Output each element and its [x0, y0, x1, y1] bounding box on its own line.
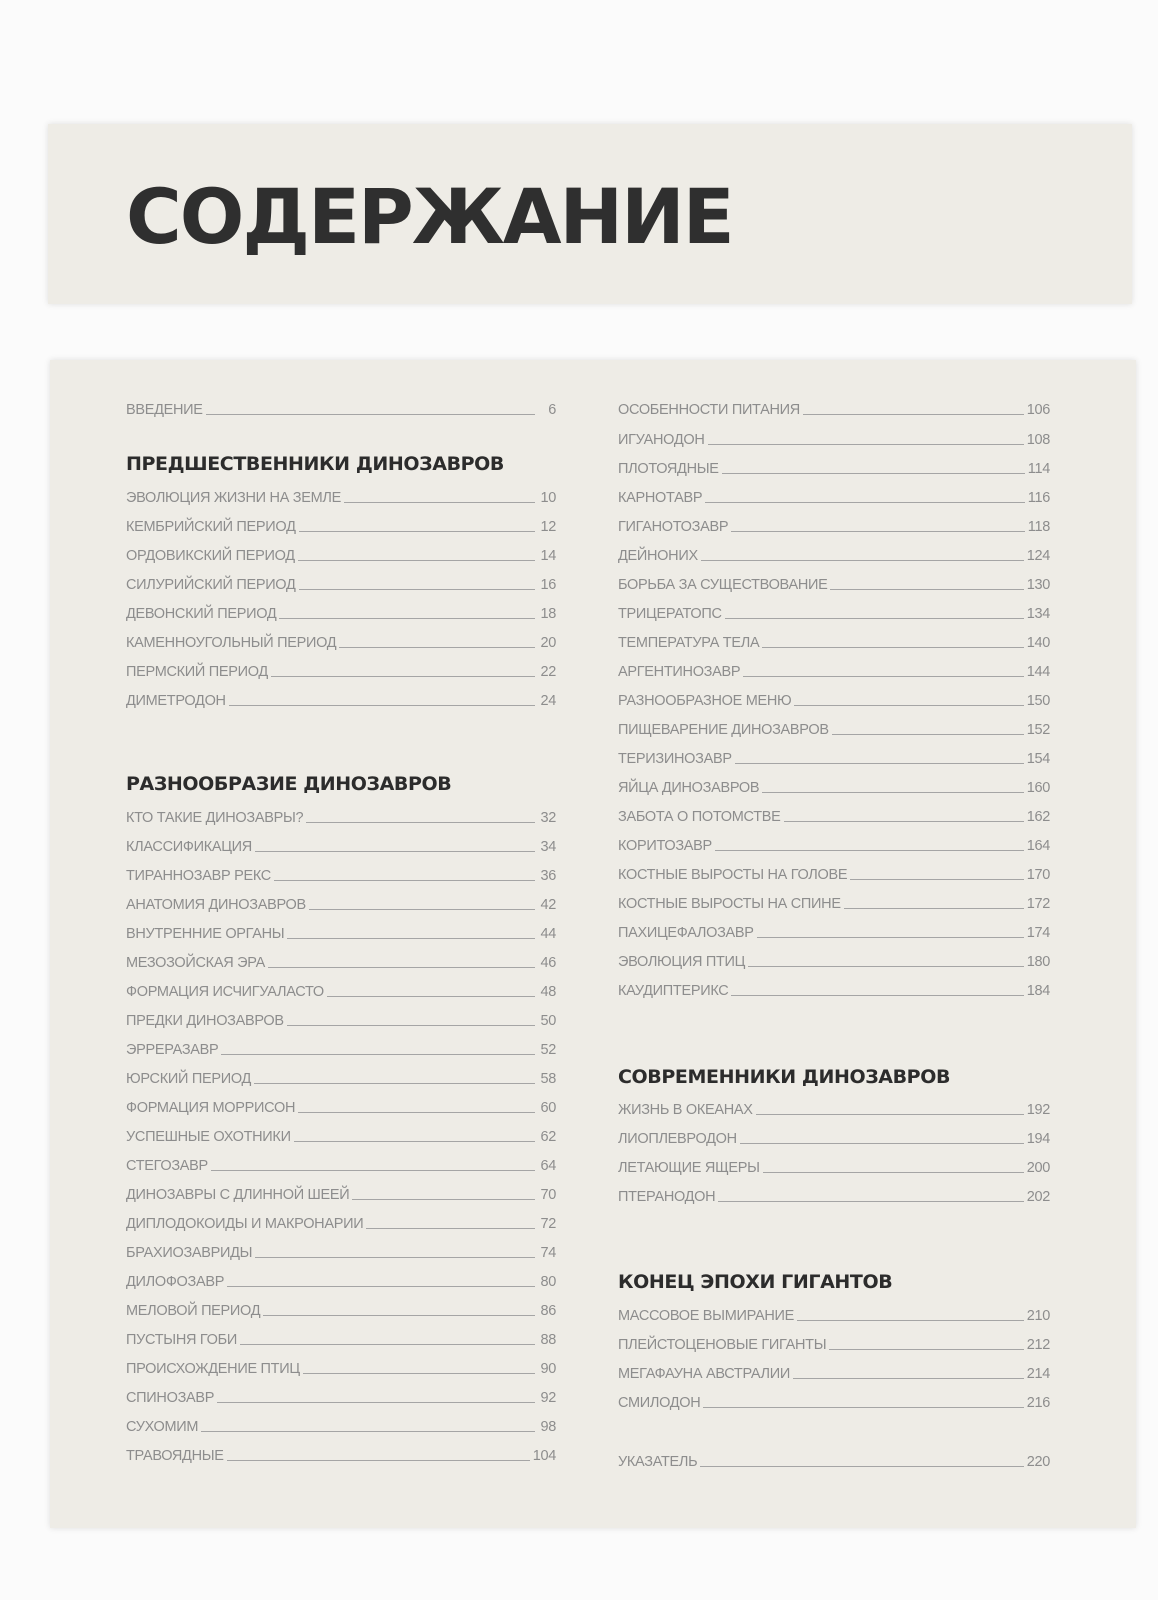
leader-line	[271, 676, 535, 677]
leader-line	[830, 589, 1023, 590]
toc-entry-title: ЛИОПЛЕВРОДОН	[618, 1131, 737, 1147]
toc-entry-title: ОСОБЕННОСТИ ПИТАНИЯ	[618, 402, 800, 418]
toc-entry-title: КОСТНЫЕ ВЫРОСТЫ НА СПИНЕ	[618, 896, 841, 912]
toc-page-number: 88	[540, 1332, 556, 1348]
leader-line	[303, 1373, 535, 1374]
toc-entry-title: ДИПЛОДОКОИДЫ И МАКРОНАРИИ	[126, 1216, 364, 1232]
toc-entry[interactable]	[126, 1123, 556, 1145]
toc-entry-title: ФОРМАЦИЯ ИСЧИГУАЛАСТО	[126, 984, 324, 1000]
leader-line	[287, 938, 535, 939]
toc-page-number: 86	[540, 1303, 556, 1319]
toc-entry-title: ФОРМАЦИЯ МОРРИСОН	[126, 1100, 296, 1116]
leader-line	[797, 1320, 1024, 1321]
toc-entry-title: ПТЕРАНОДОН	[618, 1189, 716, 1205]
toc-page-number: 98	[540, 1419, 556, 1435]
toc-page-number: 174	[1026, 925, 1050, 941]
toc-entry-title: УКАЗАТЕЛЬ	[618, 1454, 698, 1470]
toc-entry-title: МЕЗОЗОЙСКАЯ ЭРА	[126, 955, 265, 971]
leader-line	[229, 705, 535, 706]
toc-page-number: 108	[1026, 432, 1050, 448]
leader-line	[287, 1025, 535, 1026]
toc-page-number: 194	[1026, 1131, 1050, 1147]
toc-entry[interactable]	[618, 658, 1050, 680]
toc-page-number: 150	[1026, 693, 1050, 709]
toc-entry-title: КАРНОТАВР	[618, 490, 703, 506]
toc-entry[interactable]	[126, 1065, 556, 1087]
leader-line	[718, 1201, 1023, 1202]
section-heading: РАЗНООБРАЗИЕ ДИНОЗАВРОВ	[126, 773, 452, 795]
toc-entry[interactable]	[618, 426, 1050, 448]
toc-entry-title: ТЕРИЗИНОЗАВР	[618, 751, 732, 767]
toc-page-number: 74	[540, 1245, 556, 1261]
toc-entry-title: ПЛЕЙСТОЦЕНОВЫЕ ГИГАНТЫ	[618, 1337, 827, 1353]
toc-page-number: 104	[532, 1448, 556, 1464]
toc-entry-title: КЕМБРИЙСКИЙ ПЕРИОД	[126, 519, 296, 535]
toc-page	[50, 360, 1136, 1528]
leader-line	[227, 1460, 530, 1461]
toc-entry-title: БОРЬБА ЗА СУЩЕСТВОВАНИЕ	[618, 577, 828, 593]
leader-line	[844, 908, 1024, 909]
leader-line	[294, 1141, 535, 1142]
toc-page-number: 46	[540, 955, 556, 971]
toc-page-number: 92	[540, 1390, 556, 1406]
toc-entry[interactable]	[618, 745, 1050, 767]
toc-entry[interactable]	[126, 542, 556, 564]
toc-entry-title: КОРИТОЗАВР	[618, 838, 712, 854]
toc-entry[interactable]	[618, 1154, 1050, 1176]
leader-line	[279, 618, 535, 619]
toc-entry[interactable]	[126, 1268, 556, 1290]
toc-entry[interactable]	[126, 1094, 556, 1116]
toc-entry[interactable]	[126, 513, 556, 535]
toc-entry-title: КАМЕННОУГОЛЬНЫЙ ПЕРИОД	[126, 635, 337, 651]
toc-entry-title: ЯЙЦА ДИНОЗАВРОВ	[618, 780, 760, 796]
toc-entry-title: РАЗНООБРАЗНОЕ МЕНЮ	[618, 693, 792, 709]
toc-page-number: 118	[1027, 519, 1050, 535]
toc-entry[interactable]	[126, 804, 556, 826]
toc-entry[interactable]	[126, 1152, 556, 1174]
toc-page-number: 124	[1026, 548, 1050, 564]
toc-entry-title: УСПЕШНЫЕ ОХОТНИКИ	[126, 1129, 291, 1145]
toc-entry[interactable]	[618, 919, 1050, 941]
leader-line	[254, 1083, 535, 1084]
toc-entry-title: ЗАБОТА О ПОТОМСТВЕ	[618, 809, 781, 825]
toc-entry-title: ПУСТЫНЯ ГОБИ	[126, 1332, 237, 1348]
leader-line	[748, 966, 1024, 967]
toc-page-number: 216	[1026, 1395, 1050, 1411]
toc-entry[interactable]	[126, 1007, 556, 1029]
toc-entry[interactable]	[618, 629, 1050, 651]
leader-line	[227, 1286, 535, 1287]
leader-line	[757, 937, 1024, 938]
toc-entry[interactable]	[618, 1096, 1050, 1118]
toc-entry[interactable]	[126, 833, 556, 855]
toc-entry[interactable]	[618, 1389, 1050, 1411]
toc-entry-title: ЖИЗНЬ В ОКЕАНАХ	[618, 1102, 753, 1118]
toc-entry[interactable]	[618, 1125, 1050, 1147]
toc-page-number: 36	[540, 868, 556, 884]
toc-entry-title: МАССОВОЕ ВЫМИРАНИЕ	[618, 1308, 795, 1324]
toc-entry[interactable]	[126, 629, 556, 651]
toc-entry-title: ПРОИСХОЖДЕНИЕ ПТИЦ	[126, 1361, 300, 1377]
toc-page-number: 44	[540, 926, 556, 942]
leader-line	[708, 444, 1024, 445]
toc-page-number: 202	[1026, 1189, 1050, 1205]
toc-page-number: 154	[1026, 751, 1050, 767]
leader-line	[339, 647, 535, 648]
toc-entry[interactable]	[126, 1181, 556, 1203]
toc-page-number: 134	[1026, 606, 1050, 622]
leader-line	[725, 618, 1024, 619]
toc-entry[interactable]	[126, 396, 556, 418]
toc-entry-title: ТРАВОЯДНЫЕ	[126, 1448, 224, 1464]
toc-entry[interactable]	[126, 687, 556, 709]
leader-line	[263, 1315, 535, 1316]
toc-entry[interactable]	[618, 571, 1050, 593]
toc-entry-title: МЕГАФАУНА АВСТРАЛИИ	[618, 1366, 791, 1382]
leader-line	[206, 414, 535, 415]
leader-line	[784, 821, 1024, 822]
toc-entry[interactable]	[126, 862, 556, 884]
toc-page-number: 22	[540, 664, 556, 680]
toc-entry[interactable]	[618, 1360, 1050, 1382]
toc-entry[interactable]	[126, 658, 556, 680]
toc-entry-title: СПИНОЗАВР	[126, 1390, 215, 1406]
toc-entry[interactable]	[618, 1331, 1050, 1353]
leader-line	[255, 851, 535, 852]
leader-line	[743, 676, 1023, 677]
leader-line	[762, 647, 1023, 648]
toc-entry-title: ПРЕДКИ ДИНОЗАВРОВ	[126, 1013, 284, 1029]
toc-page-number: 24	[540, 693, 556, 709]
toc-entry[interactable]	[618, 600, 1050, 622]
toc-page-number: 172	[1026, 896, 1050, 912]
leader-line	[735, 763, 1024, 764]
leader-line	[344, 502, 535, 503]
toc-page-number: 72	[540, 1216, 556, 1232]
toc-entry-title: ЭВОЛЮЦИЯ ПТИЦ	[618, 954, 746, 970]
toc-page-number: 192	[1026, 1102, 1050, 1118]
toc-entry[interactable]	[126, 1297, 556, 1319]
toc-entry-title: ПИЩЕВАРЕНИЕ ДИНОЗАВРОВ	[618, 722, 829, 738]
toc-entry-title: СТЕГОЗАВР	[126, 1158, 208, 1174]
leader-line	[762, 792, 1023, 793]
leader-line	[832, 734, 1024, 735]
leader-line	[211, 1170, 535, 1171]
toc-page-number: 140	[1026, 635, 1050, 651]
toc-entry[interactable]	[126, 978, 556, 1000]
leader-line	[298, 560, 535, 561]
toc-page-number: 152	[1026, 722, 1050, 738]
leader-line	[221, 1054, 535, 1055]
leader-line	[299, 531, 535, 532]
toc-entry-title: ДИНОЗАВРЫ С ДЛИННОЙ ШЕЕЙ	[126, 1187, 350, 1203]
leader-line	[740, 1143, 1024, 1144]
leader-line	[803, 414, 1024, 415]
toc-page-number: 90	[540, 1361, 556, 1377]
leader-line	[298, 1112, 535, 1113]
leader-line	[722, 473, 1025, 474]
toc-entry[interactable]	[126, 600, 556, 622]
toc-page-number: 62	[540, 1129, 556, 1145]
leader-line	[201, 1431, 535, 1432]
toc-entry[interactable]	[126, 571, 556, 593]
toc-page-number: 20	[540, 635, 556, 651]
toc-entry-title: ДЕВОНСКИЙ ПЕРИОД	[126, 606, 277, 622]
toc-entry-title: АНАТОМИЯ ДИНОЗАВРОВ	[126, 897, 306, 913]
toc-page-number: 50	[540, 1013, 556, 1029]
toc-page-number: 64	[540, 1158, 556, 1174]
leader-line	[299, 589, 536, 590]
toc-entry-title: БРАХИОЗАВРИДЫ	[126, 1245, 253, 1261]
toc-page-number: 12	[540, 519, 556, 535]
toc-page-number: 114	[1027, 461, 1050, 477]
toc-page-number: 16	[540, 577, 556, 593]
toc-page-number: 42	[540, 897, 556, 913]
toc-entry[interactable]	[618, 1183, 1050, 1205]
toc-entry-title: СМИЛОДОН	[618, 1395, 701, 1411]
leader-line	[756, 1114, 1024, 1115]
toc-page-number: 130	[1026, 577, 1050, 593]
toc-page-number: 6	[548, 402, 556, 418]
toc-entry[interactable]	[126, 891, 556, 913]
leader-line	[794, 705, 1023, 706]
toc-entry-title: ДЕЙНОНИХ	[618, 548, 698, 564]
toc-entry-title: ЮРСКИЙ ПЕРИОД	[126, 1071, 252, 1087]
toc-page-number: 52	[540, 1042, 556, 1058]
toc-entry[interactable]	[126, 1036, 556, 1058]
toc-entry-title: СУХОМИМ	[126, 1419, 199, 1435]
toc-entry[interactable]	[126, 1384, 556, 1406]
toc-entry[interactable]	[618, 977, 1050, 999]
toc-page-number: 116	[1027, 490, 1050, 506]
toc-entry[interactable]	[618, 484, 1050, 506]
leader-line	[274, 880, 535, 881]
leader-line	[731, 531, 1025, 532]
leader-line	[763, 1172, 1024, 1173]
toc-entry-title: ИГУАНОДОН	[618, 432, 705, 448]
toc-page-number: 14	[540, 548, 556, 564]
toc-entry[interactable]	[618, 687, 1050, 709]
toc-entry-title: МЕЛОВОЙ ПЕРИОД	[126, 1303, 261, 1319]
leader-line	[705, 502, 1025, 503]
title-banner	[48, 124, 1132, 304]
toc-entry-title: СИЛУРИЙСКИЙ ПЕРИОД	[126, 577, 296, 593]
toc-entry-title: ПАХИЦЕФАЛОЗАВР	[618, 925, 754, 941]
toc-entry[interactable]	[126, 484, 556, 506]
toc-entry[interactable]	[618, 832, 1050, 854]
toc-entry[interactable]	[618, 513, 1050, 535]
page-title: СОДЕРЖАНИЕ	[126, 172, 733, 261]
toc-page-number: 212	[1026, 1337, 1050, 1353]
toc-entry[interactable]	[618, 1302, 1050, 1324]
leader-line	[700, 1466, 1023, 1467]
section-heading: СОВРЕМЕННИКИ ДИНОЗАВРОВ	[618, 1066, 951, 1088]
toc-page-number: 106	[1026, 402, 1050, 418]
toc-page-number: 70	[540, 1187, 556, 1203]
toc-entry-title: ДИМЕТРОДОН	[126, 693, 226, 709]
leader-line	[268, 967, 535, 968]
toc-entry-title: ТИРАННОЗАВР РЕКС	[126, 868, 271, 884]
toc-entry[interactable]	[126, 1355, 556, 1377]
toc-entry-title: КАУДИПТЕРИКС	[618, 983, 729, 999]
leader-line	[306, 822, 535, 823]
toc-page-number: 160	[1026, 780, 1050, 796]
toc-entry[interactable]	[618, 890, 1050, 912]
toc-page-number: 164	[1026, 838, 1050, 854]
toc-entry[interactable]	[126, 1239, 556, 1261]
leader-line	[255, 1257, 535, 1258]
toc-entry-title: ДИЛОФОЗАВР	[126, 1274, 225, 1290]
toc-page-number: 58	[540, 1071, 556, 1087]
toc-entry-title: ВВЕДЕНИЕ	[126, 402, 203, 418]
leader-line	[715, 850, 1024, 851]
toc-entry[interactable]	[618, 396, 1050, 418]
toc-entry-title: ПЛОТОЯДНЫЕ	[618, 461, 719, 477]
toc-entry-title: ГИГАНОТОЗАВР	[618, 519, 729, 535]
toc-page-number: 214	[1026, 1366, 1050, 1382]
toc-page-number: 80	[540, 1274, 556, 1290]
leader-line	[240, 1344, 535, 1345]
toc-page-number: 18	[540, 606, 556, 622]
toc-entry[interactable]	[126, 920, 556, 942]
toc-page-number: 144	[1026, 664, 1050, 680]
toc-entry[interactable]	[618, 861, 1050, 883]
toc-entry-title: ОРДОВИКСКИЙ ПЕРИОД	[126, 548, 295, 564]
toc-entry-title: ЭВОЛЮЦИЯ ЖИЗНИ НА ЗЕМЛЕ	[126, 490, 341, 506]
toc-page-number: 162	[1026, 809, 1050, 825]
leader-line	[701, 560, 1024, 561]
toc-entry-title: КЛАССИФИКАЦИЯ	[126, 839, 252, 855]
leader-line	[703, 1407, 1023, 1408]
toc-entry[interactable]	[618, 716, 1050, 738]
toc-entry[interactable]	[126, 1326, 556, 1348]
toc-entry[interactable]	[126, 1442, 556, 1464]
toc-entry[interactable]	[618, 1448, 1050, 1470]
toc-entry-title: КОСТНЫЕ ВЫРОСТЫ НА ГОЛОВЕ	[618, 867, 848, 883]
toc-page-number: 200	[1026, 1160, 1050, 1176]
leader-line	[850, 879, 1023, 880]
toc-page-number: 34	[540, 839, 556, 855]
toc-entry[interactable]	[618, 948, 1050, 970]
leader-line	[829, 1349, 1023, 1350]
toc-page-number: 210	[1026, 1308, 1050, 1324]
toc-page-number: 184	[1026, 983, 1050, 999]
toc-page-number: 10	[540, 490, 556, 506]
toc-entry-title: КТО ТАКИЕ ДИНОЗАВРЫ?	[126, 810, 304, 826]
leader-line	[217, 1402, 535, 1403]
toc-page-number: 32	[540, 810, 556, 826]
toc-entry-title: ЛЕТАЮЩИЕ ЯЩЕРЫ	[618, 1160, 760, 1176]
leader-line	[327, 996, 535, 997]
leader-line	[366, 1228, 535, 1229]
toc-entry[interactable]	[126, 1210, 556, 1232]
leader-line	[793, 1378, 1024, 1379]
section-heading: КОНЕЦ ЭПОХИ ГИГАНТОВ	[618, 1271, 893, 1293]
toc-entry[interactable]	[618, 803, 1050, 825]
leader-line	[731, 995, 1023, 996]
toc-entry[interactable]	[618, 455, 1050, 477]
toc-page-number: 220	[1026, 1454, 1050, 1470]
toc-entry[interactable]	[618, 774, 1050, 796]
toc-entry[interactable]	[126, 1413, 556, 1435]
leader-line	[352, 1199, 535, 1200]
toc-entry-title: АРГЕНТИНОЗАВР	[618, 664, 741, 680]
toc-page-number: 60	[540, 1100, 556, 1116]
toc-page-number: 170	[1026, 867, 1050, 883]
toc-entry[interactable]	[126, 949, 556, 971]
toc-entry-title: ЭРРЕРАЗАВР	[126, 1042, 219, 1058]
toc-page-number: 48	[540, 984, 556, 1000]
toc-entry-title: ВНУТРЕННИЕ ОРГАНЫ	[126, 926, 285, 942]
toc-entry-title: ТРИЦЕРАТОПС	[618, 606, 722, 622]
section-heading: ПРЕДШЕСТВЕННИКИ ДИНОЗАВРОВ	[126, 453, 505, 475]
toc-entry-title: ТЕМПЕРАТУРА ТЕЛА	[618, 635, 760, 651]
leader-line	[309, 909, 535, 910]
toc-entry-title: ПЕРМСКИЙ ПЕРИОД	[126, 664, 268, 680]
toc-page-number: 180	[1026, 954, 1050, 970]
toc-entry[interactable]	[618, 542, 1050, 564]
